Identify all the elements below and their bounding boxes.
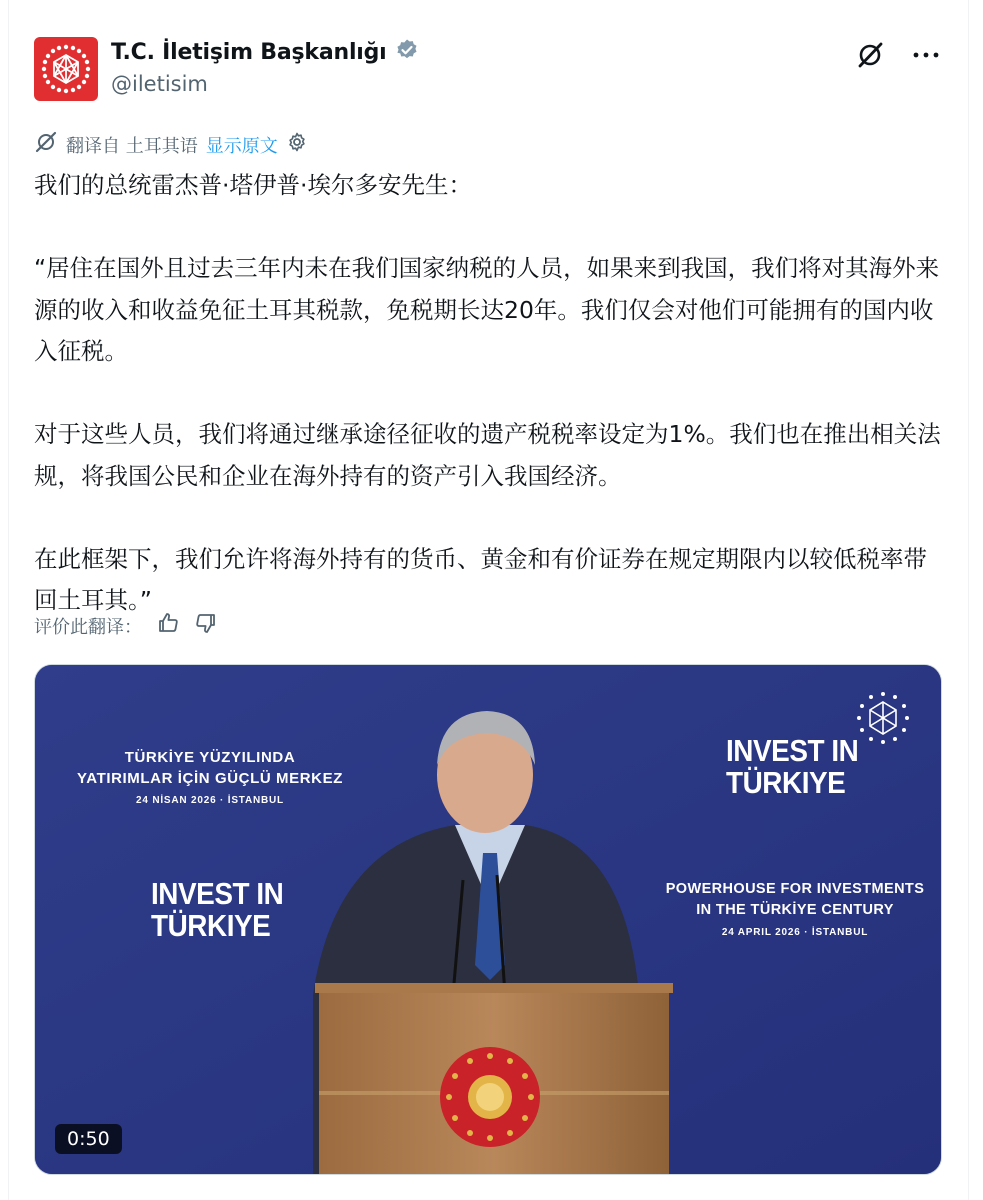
avatar[interactable] bbox=[34, 37, 98, 101]
banner-line: IN THE TÜRKİYE CENTURY bbox=[696, 902, 894, 918]
tweet-text bbox=[34, 165, 949, 622]
translated-from-label: 翻译自 土耳其语 bbox=[66, 135, 198, 157]
thumbs-up-icon bbox=[156, 611, 180, 635]
gov-logo-icon bbox=[34, 37, 98, 101]
handle[interactable]: @iletisim bbox=[111, 72, 208, 96]
banner-line: POWERHOUSE FOR INVESTMENTS bbox=[665, 881, 925, 897]
thumbs-down-button[interactable] bbox=[194, 611, 218, 640]
invest-in-turkiye-right: INVEST IN TÜRKIYE bbox=[726, 733, 859, 800]
right-event-banner bbox=[645, 879, 942, 938]
display-name[interactable]: T.C. İletişim Başkanlığı bbox=[111, 39, 387, 65]
rate-translation bbox=[34, 611, 218, 640]
banner-date: 24 APRIL 2026 · İSTANBUL bbox=[721, 927, 869, 938]
tweet-paragraph: “居住在国外且过去三年内未在我们国家纳税的人员，如果来到我国，我们将对其海外来源的收入和收益免征土耳其税款，免税期长达20年。我们仅会对他们可能拥有的国内收入征税。 bbox=[34, 254, 940, 365]
left-event-banner bbox=[45, 747, 375, 806]
translate-icon bbox=[34, 130, 58, 159]
tweet-paragraph: 在此框架下，我们允许将海外持有的货币、黄金和有价证券在规定期限内以较低税率带回土耳其。” bbox=[34, 544, 927, 614]
more-icon bbox=[912, 51, 940, 59]
frame-border-left bbox=[8, 0, 9, 1200]
tweet-paragraph: 对于这些人员，我们将通过继承途径征收的遗产税税率设定为1%。我们也在推出相关法规，将我国公民和企业在海外持有的资产引入我国经济。 bbox=[34, 420, 941, 490]
banner-line: YATIRIMLAR İÇİN GÜÇLÜ MERKEZ bbox=[77, 770, 343, 787]
grok-button[interactable] bbox=[853, 38, 887, 72]
video-player[interactable] bbox=[34, 664, 942, 1175]
translation-info bbox=[34, 130, 308, 159]
verified-badge-icon bbox=[395, 38, 419, 66]
thumbs-up-button[interactable] bbox=[156, 611, 180, 640]
display-name-row bbox=[111, 38, 419, 66]
grok-icon bbox=[856, 41, 884, 69]
video-duration-badge: 0:50 bbox=[55, 1124, 122, 1154]
communication-logo-icon bbox=[855, 690, 911, 746]
thumbs-down-icon bbox=[194, 611, 218, 635]
translation-settings-icon[interactable] bbox=[286, 131, 308, 158]
top-actions bbox=[853, 38, 943, 72]
invest-in-turkiye-left: INVEST IN TÜRKIYE bbox=[151, 876, 284, 943]
show-original-link[interactable]: 显示原文 bbox=[205, 135, 278, 157]
more-button[interactable] bbox=[909, 38, 943, 72]
rate-translation-label: 评价此翻译： bbox=[34, 616, 142, 638]
banner-date: 24 NİSAN 2026 · İSTANBUL bbox=[136, 795, 284, 806]
tweet-paragraph: 我们的总统雷杰普·塔伊普·埃尔多安先生： bbox=[34, 171, 472, 199]
banner-line: TÜRKİYE YÜZYILINDA bbox=[124, 749, 296, 766]
frame-border-right bbox=[968, 0, 969, 1200]
